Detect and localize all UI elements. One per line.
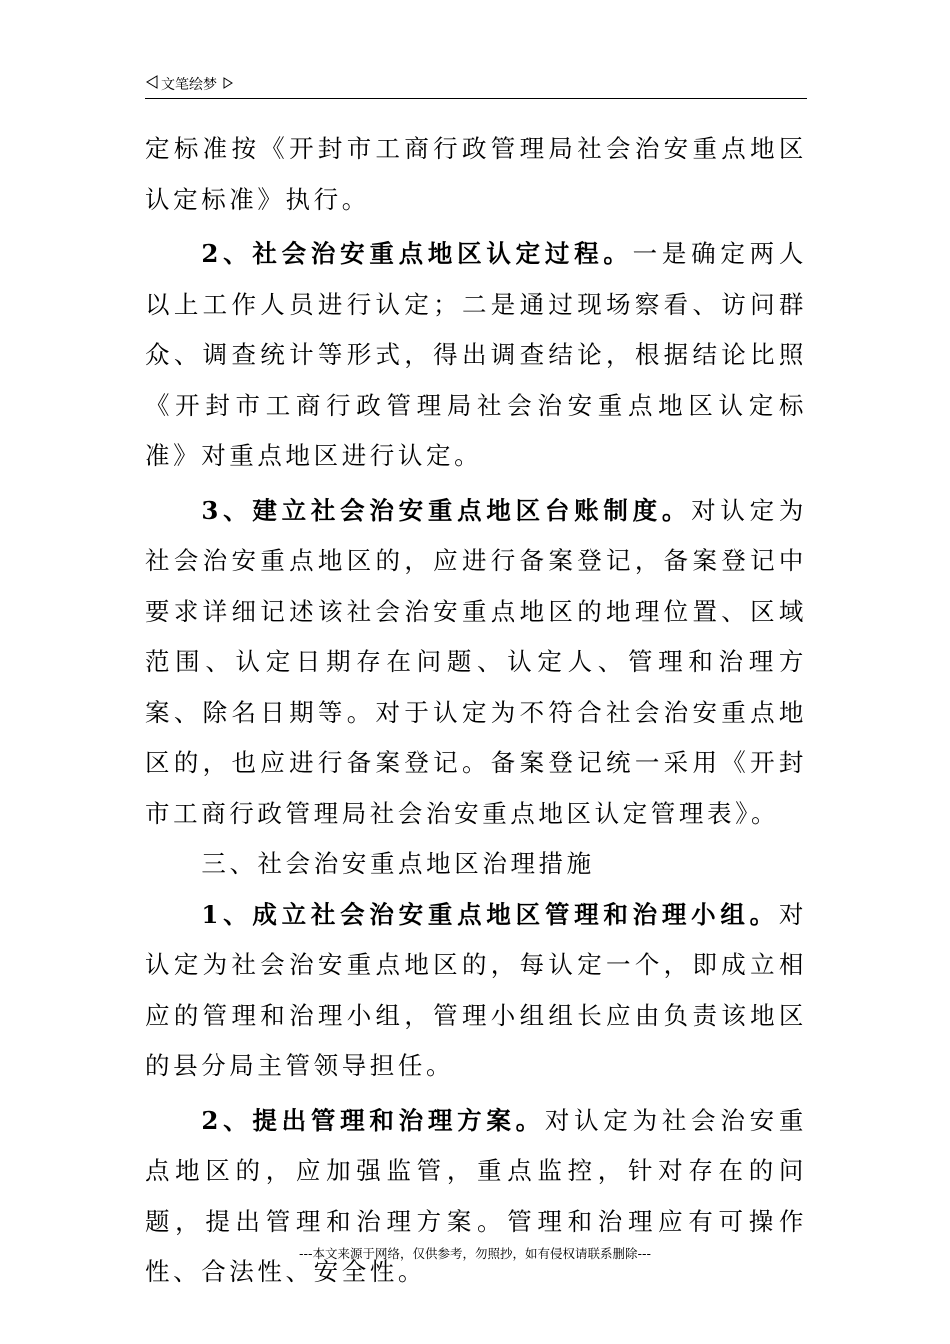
paragraph-heading: 3、建立社会治安重点地区台账制度。: [201, 495, 692, 525]
paragraph-heading: 2、提出管理和治理方案。: [201, 1105, 545, 1135]
paragraph-text: 一是确定两人以上工作人员进行认定；二是通过现场察看、访问群众、调查统计等形式，得出调查结论，根据结论比照《开封市工商行政管理局社会治安重点地区认定标准》对重点地区进行认定。: [145, 239, 807, 470]
paragraph-text: 定标准按《开封市工商行政管理局社会治安重点地区认定标准》执行。: [145, 134, 807, 214]
paragraph-continuation: [145, 124, 807, 225]
paragraph-text: 对认定为社会治安重点地区的，应进行备案登记，备案登记中要求详细记述该社会治安重点地区的地理位置、区域范围、认定日期存在问题、认定人、管理和治理方案、除名日期等。对于认定为不符合社会治安重点地区的，也应进行备案登记。备案登记统一采用《开封市工商行政管理局社会治安重点地区认定管理表》。: [145, 495, 807, 828]
paragraph-item-2-plan: [145, 1096, 807, 1298]
right-triangle-outline-icon: [223, 74, 233, 96]
paragraph-heading: 1、成立社会治安重点地区管理和治理小组。: [201, 899, 779, 929]
paragraph-text: 对认定为社会治安重点地区的，每认定一个，即成立相应的管理和治理小组，管理小组组长应由负责该地区的县分局主管领导担任。: [145, 899, 807, 1080]
page-header: [145, 74, 807, 99]
document-body: [145, 124, 807, 1298]
paragraph-item-1-group: [145, 890, 807, 1092]
header-title: 文笔绘梦: [161, 77, 217, 93]
section-heading-3: [145, 839, 807, 890]
paragraph-item-3-ledger: [145, 486, 807, 840]
left-triangle-outline-icon: [145, 74, 159, 96]
paragraph-text: 对认定为社会治安重点地区的，应加强监管，重点监控，针对存在的问题，提出管理和治理方案。管理和治理应有可操作性、合法性、安全性。: [145, 1105, 807, 1286]
paragraph-item-2-process: [145, 229, 807, 482]
section-title: 三、社会治安重点地区治理措施: [201, 849, 595, 878]
paragraph-heading: 2、社会治安重点地区认定过程。: [201, 239, 633, 268]
footer-notice: ---本文来源于网络，仅供参考，勿照抄，如有侵权请联系删除---: [298, 1246, 652, 1261]
